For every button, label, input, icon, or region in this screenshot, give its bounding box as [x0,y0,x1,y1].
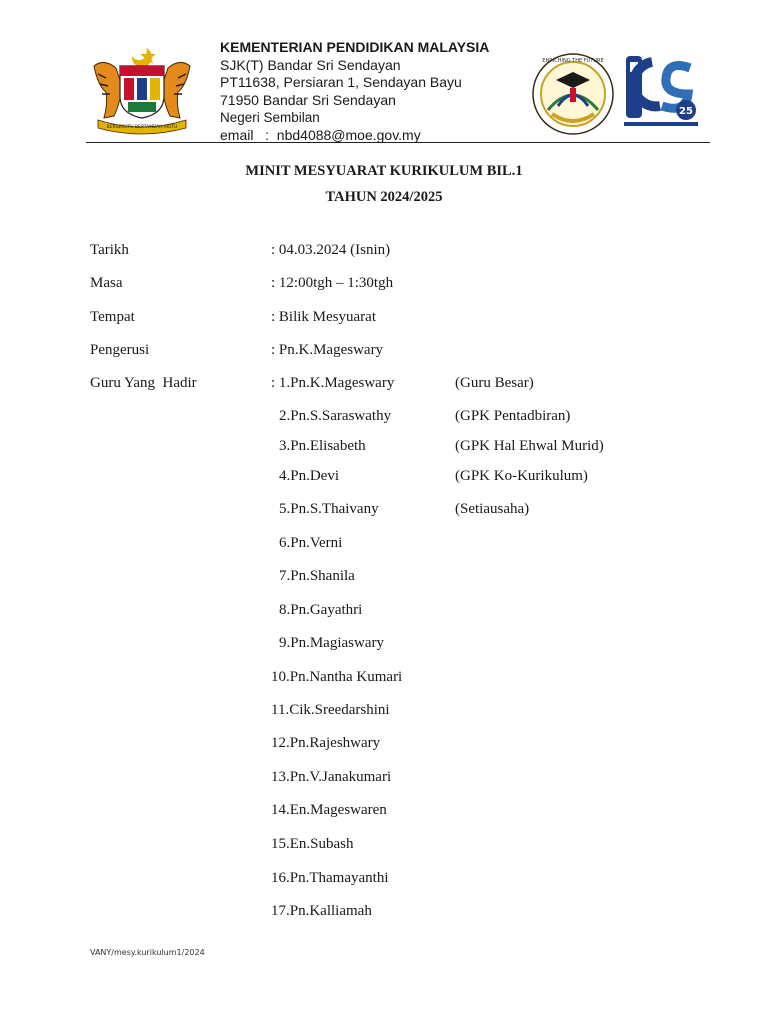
letterhead [220,39,520,144]
crest-motto: BERSEKUTU BERTAMBAH MUTU [106,125,178,130]
ministry-name: KEMENTERIAN PENDIDIKAN MALAYSIA [220,39,490,55]
attendee-name: 12.Pn.Rajeshwary [271,735,381,751]
attendee-name: 15.En.Subash [271,836,354,852]
attendee-name: 16.Pn.Thamayanthi [271,870,389,886]
attendee-name: 2.Pn.S.Saraswathy [279,408,392,424]
attendee-name: 10.Pn.Nantha Kumari [271,669,403,685]
email-line: email : nbd4088@moe.gov.my [220,126,421,143]
header-divider [86,142,710,143]
detail-label-date: Tarikh [90,242,129,258]
document-subtitle: TAHUN 2024/2025 [325,189,443,205]
address-line: PT11638, Persiaran 1, Sendayan Bayu [220,74,462,90]
detail-label-venue: Tempat [90,309,135,325]
attendee-name: 9.Pn.Magiaswary [279,635,384,651]
attendee-name: 14.En.Mageswaren [271,802,387,818]
logo-25: 25 [679,106,693,117]
detail-label-chair: Pengerusi [90,342,150,358]
address-line: SJK(T) Bandar Sri Sendayan [220,56,401,73]
attendee-name: 4.Pn.Devi [279,468,339,484]
detail-value-date: : 04.03.2024 (Isnin) [271,242,391,258]
footer-reference: VANY/mesy.kurikulum1/2024 [90,948,205,957]
attendee-role: (Guru Besar) [455,375,534,391]
attendee-name: 5.Pn.S.Thaivany [279,501,379,517]
attendee-name: 13.Pn.V.Janakumari [271,769,392,785]
address-line: Negeri Sembilan [220,110,320,125]
address-line: 71950 Bandar Sri Sendayan [220,91,396,108]
attendee-role: (GPK Pentadbiran) [455,408,571,424]
detail-value-venue: : Bilik Mesyuarat [271,309,376,325]
attendee-role: (GPK Hal Ehwal Murid) [455,438,604,454]
attendee-name: 6.Pn.Verni [279,535,343,551]
attendee-name: 17.Pn.Kalliamah [271,903,372,919]
detail-value-chair: : Pn.K.Mageswary [271,342,384,358]
detail-label-time: Masa [90,275,123,291]
malaysia-coat-of-arms-icon [88,44,196,136]
kssm-25-logo-icon [624,54,698,130]
school-logo-text: ENRICHING THE FUTURE [542,58,604,64]
attendee-name: 3.Pn.Elisabeth [279,438,366,454]
attendee-name: 11.Cik.Sreedarshini [271,702,390,718]
attendance-label: Guru Yang Hadir [90,375,197,391]
attendee-name: 7.Pn.Shanila [279,568,355,584]
detail-value-time: : 12:00tgh – 1:30tgh [271,275,394,291]
document-title: MINIT MESYUARAT KURIKULUM BIL.1 [245,163,523,179]
attendee-name: : 1.Pn.K.Mageswary [271,375,395,391]
attendee-role: (GPK Ko-Kurikulum) [455,468,588,484]
attendee-role: (Setiausaha) [455,501,530,517]
school-crest-icon [530,50,616,138]
attendee-name: 8.Pn.Gayathri [279,602,363,618]
